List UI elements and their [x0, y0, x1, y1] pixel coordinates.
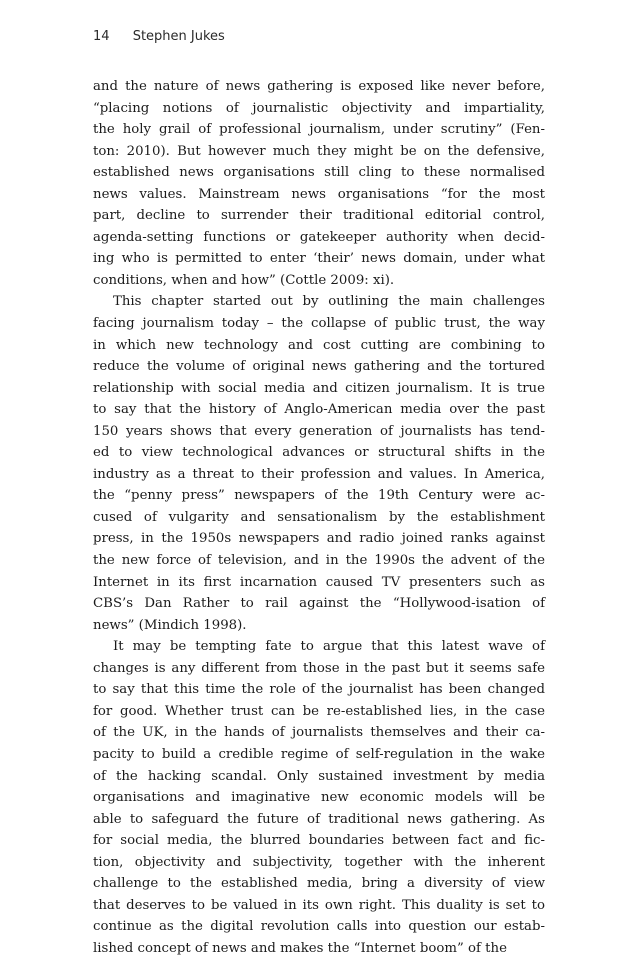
text-line: facing journalism today – the collapse of public trust, the way: [93, 316, 545, 332]
text-line: “placing notions of journalistic objectivity and impartiality,: [93, 100, 545, 116]
page-number: 14: [93, 29, 110, 44]
text-line: industry as a threat to their profession and values. In America,: [93, 466, 545, 482]
text-line: for good. Whether trust can be re-established lies, in the case: [93, 703, 545, 719]
text-line: ing who is permitted to enter ‘their’ news domain, under what: [93, 251, 545, 267]
text-line: Internet in its first incarnation caused TV presenters such as: [93, 574, 545, 590]
text-line: that deserves to be valued in its own right. This duality is set to: [93, 897, 545, 913]
running-head: [93, 29, 225, 44]
text-line: changes is any different from those in the past but it seems safe: [93, 660, 545, 676]
text-line: continue as the digital revolution calls into question our estab-: [93, 919, 545, 935]
text-line: to say that this time the role of the journalist has been changed: [93, 682, 545, 698]
text-line: of the UK, in the hands of journalists themselves and their ca-: [93, 725, 545, 741]
text-line: news” (Mindich 1998).: [93, 617, 247, 633]
text-line: lished concept of news and makes the “Internet boom” of the: [93, 940, 507, 956]
paragraph: [93, 636, 545, 959]
paragraph: [93, 291, 545, 636]
text-line: able to safeguard the future of traditional news gathering. As: [93, 811, 545, 827]
text-line: reduce the volume of original news gathering and the tortured: [93, 359, 545, 375]
text-line: relationship with social media and citizen journalism. It is true: [93, 380, 545, 396]
text-line: to say that the history of Anglo-American media over the past: [93, 402, 545, 418]
text-line: 150 years shows that every generation of journalists has tend-: [93, 423, 545, 439]
text-line: cused of vulgarity and sensationalism by the establishment: [93, 509, 545, 525]
text-line: agenda-setting functions or gatekeeper authority when decid-: [93, 229, 545, 245]
text-line: the “penny press” newspapers of the 19th Century were ac-: [93, 488, 545, 504]
paragraph: [93, 76, 545, 291]
text-line: It may be tempting fate to argue that this latest wave of: [113, 639, 545, 655]
text-line: press, in the 1950s newspapers and radio joined ranks against: [93, 531, 545, 547]
text-line: the new force of television, and in the 1990s the advent of the: [93, 553, 545, 569]
text-line: the holy grail of professional journalism, under scrutiny” (Fen-: [93, 122, 545, 138]
text-line: conditions, when and how” (Cottle 2009: xi).: [93, 272, 395, 288]
text-line: challenge to the established media, bring a diversity of view: [93, 876, 545, 892]
body-text: [93, 76, 545, 959]
text-line: pacity to build a credible regime of self-regulation in the wake: [93, 746, 545, 762]
text-line: ton: 2010). But however much they might be on the defensive,: [93, 143, 545, 159]
running-head-author: Stephen Jukes: [132, 29, 225, 44]
text-line: for social media, the blurred boundaries between fact and fic-: [93, 833, 545, 849]
text-line: news values. Mainstream news organisations “for the most: [93, 186, 545, 202]
text-line: organisations and imaginative new economic models will be: [93, 790, 545, 806]
text-line: in which new technology and cost cutting are combining to: [93, 337, 545, 353]
text-line: of the hacking scandal. Only sustained investment by media: [93, 768, 545, 784]
text-line: part, decline to surrender their traditional editorial control,: [93, 208, 545, 224]
text-line: tion, objectivity and subjectivity, together with the inherent: [93, 854, 545, 870]
text-line: established news organisations still cling to these normalised: [93, 165, 545, 181]
text-line: This chapter started out by outlining the main challenges: [113, 294, 545, 310]
text-line: and the nature of news gathering is exposed like never before,: [93, 79, 545, 94]
text-line: CBS’s Dan Rather to rail against the “Hollywood-isation of: [93, 596, 545, 612]
text-line: ed to view technological advances or structural shifts in the: [93, 445, 545, 461]
